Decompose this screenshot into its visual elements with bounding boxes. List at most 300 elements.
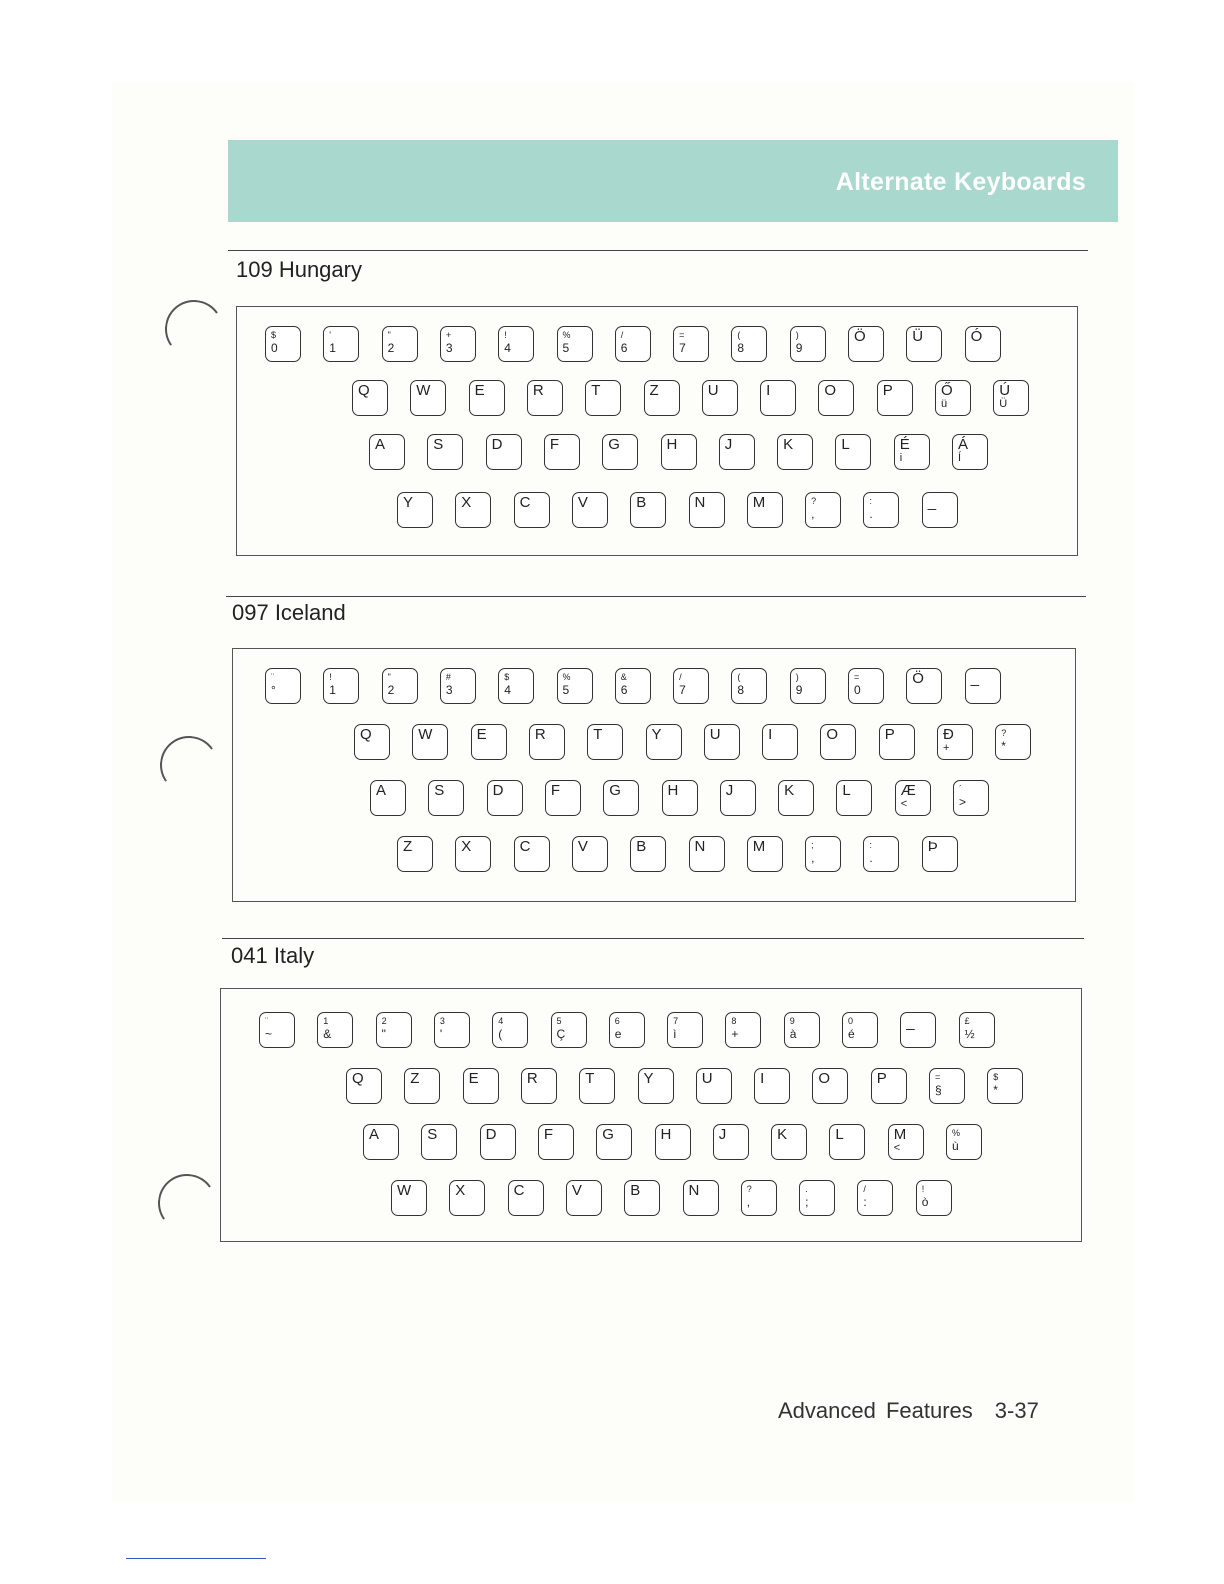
key (953, 780, 989, 816)
key (922, 492, 958, 528)
key-lower-legend: ì (673, 1027, 677, 1041)
key-upper-legend: $ (271, 330, 277, 340)
key-upper-legend: Z (410, 1070, 420, 1087)
key-upper-legend: Ó (970, 328, 983, 345)
key (965, 326, 1001, 362)
key (812, 1068, 848, 1104)
key (871, 1068, 907, 1104)
key-upper-legend: % (562, 330, 571, 340)
key-upper-legend: " (387, 672, 391, 682)
key (492, 1012, 528, 1048)
key-upper-legend: 0 (848, 1016, 854, 1026)
key-upper-legend: R (534, 726, 546, 743)
key (952, 434, 988, 470)
key (369, 434, 405, 470)
key (673, 668, 709, 704)
key-upper-legend: / (620, 330, 624, 340)
key-upper-legend: F (543, 1126, 554, 1143)
key (265, 668, 301, 704)
key-upper-legend: N (688, 1182, 700, 1199)
key-upper-legend: L (835, 1126, 844, 1143)
key-lower-legend: 4 (504, 683, 511, 697)
key-upper-legend: D (491, 436, 503, 453)
key-lower-legend: i (899, 452, 903, 464)
key (434, 1012, 470, 1048)
key (863, 492, 899, 528)
key-lower-legend: , (811, 851, 815, 865)
key-upper-legend: Þ (927, 838, 938, 855)
key-lower-legend: 3 (445, 683, 453, 697)
bottom-rule (126, 1558, 266, 1559)
key-upper-legend: / (863, 1184, 866, 1194)
key (667, 1012, 703, 1048)
key (719, 434, 755, 470)
key-lower-legend: 1 (329, 683, 336, 697)
key (463, 1068, 499, 1104)
key-lower-legend: 8 (737, 683, 745, 697)
key-lower-legend: 9 (795, 341, 803, 355)
key-upper-legend: P (884, 726, 895, 743)
key (987, 1068, 1023, 1104)
key (527, 380, 563, 416)
key-lower-legend: , (811, 507, 815, 521)
key-upper-legend: ¨ (265, 1016, 268, 1026)
key-upper-legend: ¨ (271, 672, 274, 682)
key (412, 724, 448, 760)
key-upper-legend: K (783, 436, 794, 453)
key-upper-legend: % (562, 672, 571, 682)
key-upper-legend: Æ (900, 782, 916, 799)
key (529, 724, 565, 760)
key (508, 1180, 544, 1216)
key (646, 724, 682, 760)
key-upper-legend: B (636, 494, 647, 511)
key-upper-legend: O (826, 726, 839, 743)
key-upper-legend: N (694, 494, 706, 511)
key (551, 1012, 587, 1048)
key-upper-legend: ; (811, 840, 814, 850)
key-lower-legend: ½ (964, 1027, 975, 1041)
key-lower-legend: , (746, 1195, 751, 1209)
key-upper-legend: = (679, 330, 685, 340)
key (363, 1124, 399, 1160)
key-upper-legend: : (869, 496, 872, 506)
page-footer (778, 1398, 1039, 1424)
key-lower-legend: ; (805, 1195, 809, 1209)
key (630, 492, 666, 528)
key (638, 1068, 674, 1104)
key-upper-legend: M (752, 838, 766, 855)
key-upper-legend: ! (504, 330, 507, 340)
key-upper-legend: Y (651, 726, 662, 743)
key-lower-legend: 5 (562, 341, 570, 355)
key (820, 724, 856, 760)
key-upper-legend: G (608, 436, 620, 453)
key (615, 668, 651, 704)
key-upper-legend: ´ (959, 784, 962, 794)
key (498, 326, 534, 362)
key (410, 380, 446, 416)
key (397, 836, 433, 872)
key-upper-legend: 3 (439, 1016, 445, 1026)
key-upper-legend: G (609, 782, 621, 799)
key-upper-legend: ? (746, 1184, 752, 1194)
key-upper-legend: $ (504, 672, 510, 682)
key-lower-legend: 6 (620, 341, 628, 355)
key-upper-legend: Y (403, 494, 414, 511)
key-upper-legend: : (869, 840, 872, 850)
key (762, 724, 798, 760)
key-upper-legend: # (445, 672, 451, 682)
key (696, 1068, 732, 1104)
key-upper-legend: ) (795, 330, 799, 340)
key-upper-legend: W (416, 382, 431, 399)
key-upper-legend: T (585, 1070, 595, 1087)
key (731, 668, 767, 704)
key-upper-legend: A (369, 1126, 380, 1143)
key (397, 492, 433, 528)
section-title-hungary: 109 Hungary (236, 257, 362, 282)
key (538, 1124, 574, 1160)
key-lower-legend: 8 (737, 341, 745, 355)
key (741, 1180, 777, 1216)
key (545, 780, 581, 816)
key (704, 724, 740, 760)
key-upper-legend: T (593, 726, 603, 743)
key-lower-legend: é (848, 1027, 855, 1041)
key-upper-legend: J (725, 782, 734, 799)
key-upper-legend: B (636, 838, 647, 855)
key-lower-legend: < (900, 798, 908, 810)
key (805, 836, 841, 872)
key (480, 1124, 516, 1160)
key (661, 434, 697, 470)
key (946, 1124, 982, 1160)
key-upper-legend: M (893, 1126, 907, 1143)
key (777, 434, 813, 470)
key (848, 668, 884, 704)
key (888, 1124, 924, 1160)
section-rule (228, 250, 1088, 251)
key-lower-legend: 4 (504, 341, 511, 355)
key-upper-legend: X (455, 1182, 466, 1199)
key (799, 1180, 835, 1216)
key-upper-legend: ' (329, 330, 332, 340)
key-lower-legend: 1 (329, 341, 336, 355)
key (487, 780, 523, 816)
key (644, 380, 680, 416)
key-upper-legend: Đ (943, 726, 954, 743)
key (937, 724, 973, 760)
key-lower-legend: & (323, 1027, 332, 1041)
key (916, 1180, 952, 1216)
key-lower-legend: . (869, 851, 873, 865)
key (857, 1180, 893, 1216)
key-lower-legend: 2 (387, 341, 395, 355)
key-lower-legend: : (863, 1195, 867, 1209)
key (848, 326, 884, 362)
key-lower-legend: Ç (556, 1027, 566, 1041)
key (895, 780, 931, 816)
key (323, 326, 359, 362)
key-upper-legend: L (841, 436, 850, 453)
key-upper-legend: W (397, 1182, 412, 1199)
key (421, 1124, 457, 1160)
key (906, 668, 942, 704)
key-upper-legend: K (777, 1126, 788, 1143)
key (760, 380, 796, 416)
key-upper-legend: 2 (381, 1016, 387, 1026)
footer-section-name: Advanced Features (778, 1398, 973, 1423)
key-upper-legend: F (549, 436, 560, 453)
key-upper-legend: Y (643, 1070, 654, 1087)
key-upper-legend: Q (358, 382, 370, 399)
key-upper-legend: Á (958, 436, 969, 453)
key (557, 668, 593, 704)
key-lower-legend: Í (958, 452, 962, 464)
key (959, 1012, 995, 1048)
key-upper-legend: E (468, 1070, 479, 1087)
key-lower-legend: ù (952, 1139, 959, 1153)
key-upper-legend: U (701, 1070, 713, 1087)
key (894, 434, 930, 470)
key (662, 780, 698, 816)
key (521, 1068, 557, 1104)
key (382, 668, 418, 704)
key-upper-legend: 6 (614, 1016, 620, 1026)
key-upper-legend: C (519, 494, 531, 511)
key (455, 836, 491, 872)
key-upper-legend: 7 (673, 1016, 679, 1026)
section-rule (222, 938, 1084, 939)
key-lower-legend: ( (498, 1027, 503, 1041)
key (790, 668, 826, 704)
key-upper-legend: Ú (999, 382, 1011, 399)
key (428, 780, 464, 816)
key (993, 380, 1029, 416)
key-lower-legend: § (935, 1083, 942, 1097)
key-upper-legend: R (532, 382, 544, 399)
key-upper-legend: " (387, 330, 391, 340)
key-upper-legend: T (591, 382, 601, 399)
key (935, 380, 971, 416)
key-upper-legend: £ (964, 1016, 970, 1026)
key-upper-legend: R (526, 1070, 538, 1087)
key-upper-legend: ( (737, 672, 741, 682)
key-upper-legend: ( (737, 330, 741, 340)
key (995, 724, 1031, 760)
key-lower-legend: ' (439, 1027, 443, 1041)
key (805, 492, 841, 528)
key-upper-legend: D (485, 1126, 497, 1143)
key-upper-legend: S (433, 436, 444, 453)
key (929, 1068, 965, 1104)
key (544, 434, 580, 470)
key (440, 668, 476, 704)
key-lower-legend: 6 (620, 683, 628, 697)
key (391, 1180, 427, 1216)
key-upper-legend: J (718, 1126, 727, 1143)
key (754, 1068, 790, 1104)
key (596, 1124, 632, 1160)
key (376, 1012, 412, 1048)
key (455, 492, 491, 528)
key-lower-legend: ò (921, 1195, 929, 1209)
key-upper-legend: _ (970, 670, 979, 687)
key-lower-legend: 2 (387, 683, 395, 697)
key-upper-legend: V (577, 494, 588, 511)
key-upper-legend: C (513, 1182, 525, 1199)
key (587, 724, 623, 760)
key-lower-legend: + (943, 742, 950, 754)
key (778, 780, 814, 816)
key-upper-legend: J (724, 436, 733, 453)
key (370, 780, 406, 816)
key-upper-legend: P (876, 1070, 887, 1087)
key-upper-legend: S (427, 1126, 438, 1143)
section-title-iceland: 097 Iceland (232, 600, 346, 625)
key-upper-legend: Ü (912, 328, 924, 345)
key (352, 380, 388, 416)
key (382, 326, 418, 362)
key (354, 724, 390, 760)
key (655, 1124, 691, 1160)
key (784, 1012, 820, 1048)
key-upper-legend: _ (927, 494, 937, 511)
key (486, 434, 522, 470)
key (566, 1180, 602, 1216)
key (579, 1068, 615, 1104)
key (469, 380, 505, 416)
key (747, 492, 783, 528)
key-lower-legend: 7 (679, 341, 686, 355)
key-lower-legend: 0 (271, 341, 278, 355)
key-lower-legend: Ü (999, 398, 1008, 410)
key-upper-legend: ) (795, 672, 799, 682)
key (498, 668, 534, 704)
key-upper-legend: M (752, 494, 766, 511)
key-upper-legend: Z (649, 382, 659, 399)
key-upper-legend: ! (329, 672, 332, 682)
key (731, 326, 767, 362)
key-upper-legend: & (620, 672, 627, 682)
key (879, 724, 915, 760)
key (557, 326, 593, 362)
key-upper-legend: D (492, 782, 504, 799)
key-lower-legend: 3 (445, 341, 453, 355)
key-upper-legend: H (666, 436, 678, 453)
header-band (228, 140, 1118, 222)
key (747, 836, 783, 872)
key-upper-legend: V (571, 1182, 582, 1199)
key-upper-legend: Q (352, 1070, 364, 1087)
key-upper-legend: U (707, 382, 719, 399)
key-upper-legend: I (760, 1070, 765, 1087)
key-upper-legend: ? (1001, 728, 1007, 738)
key-upper-legend: B (630, 1182, 641, 1199)
key (609, 1012, 645, 1048)
key-upper-legend: . (805, 1184, 808, 1194)
key (836, 780, 872, 816)
key (835, 434, 871, 470)
key-upper-legend: 4 (498, 1016, 504, 1026)
key-lower-legend: 9 (795, 683, 803, 697)
key-lower-legend: . (869, 507, 873, 521)
key-upper-legend: H (660, 1126, 672, 1143)
key (624, 1180, 660, 1216)
key-upper-legend: K (784, 782, 795, 799)
key (689, 836, 725, 872)
key (713, 1124, 749, 1160)
key-upper-legend: O (824, 382, 837, 399)
key-upper-legend: = (854, 672, 860, 682)
key (602, 434, 638, 470)
key (725, 1012, 761, 1048)
key-upper-legend: É (899, 436, 910, 453)
section-title-italy: 041 Italy (231, 943, 315, 968)
key (323, 668, 359, 704)
key-upper-legend: A (376, 782, 387, 799)
key (771, 1124, 807, 1160)
key-lower-legend: " (381, 1027, 386, 1041)
key-upper-legend: S (434, 782, 445, 799)
key-upper-legend: Ö (912, 670, 924, 687)
key-upper-legend: = (935, 1072, 941, 1082)
key (317, 1012, 353, 1048)
key-upper-legend: N (694, 838, 706, 855)
key-upper-legend: G (602, 1126, 614, 1143)
key-lower-legend: * (993, 1083, 998, 1097)
key-upper-legend: C (519, 838, 531, 855)
key-lower-legend: < (893, 1142, 901, 1154)
key-upper-legend: / (679, 672, 682, 682)
key-upper-legend: X (461, 838, 472, 855)
key-lower-legend: ° (271, 683, 276, 697)
key-upper-legend: A (375, 436, 386, 453)
key (673, 326, 709, 362)
key-lower-legend: * (1001, 739, 1006, 753)
key (572, 492, 608, 528)
key (404, 1068, 440, 1104)
key (259, 1012, 295, 1048)
key-lower-legend: e (614, 1027, 622, 1041)
key (906, 326, 942, 362)
key (514, 836, 550, 872)
key-upper-legend: 5 (556, 1016, 562, 1026)
key (572, 836, 608, 872)
key (863, 836, 899, 872)
key-lower-legend: > (959, 795, 967, 809)
key-lower-legend: + (731, 1027, 739, 1041)
key-upper-legend: 1 (323, 1016, 329, 1026)
key-upper-legend: U (709, 726, 721, 743)
key (615, 326, 651, 362)
key (877, 380, 913, 416)
key-upper-legend: Z (403, 838, 413, 855)
key (702, 380, 738, 416)
key (829, 1124, 865, 1160)
key-upper-legend: _ (906, 1014, 915, 1031)
key (603, 780, 639, 816)
key (265, 326, 301, 362)
key (449, 1180, 485, 1216)
key (630, 836, 666, 872)
key-upper-legend: I (766, 382, 771, 399)
key-upper-legend: V (577, 838, 588, 855)
key-upper-legend: W (418, 726, 433, 743)
section-rule (226, 596, 1086, 597)
key-lower-legend: 7 (679, 683, 686, 697)
